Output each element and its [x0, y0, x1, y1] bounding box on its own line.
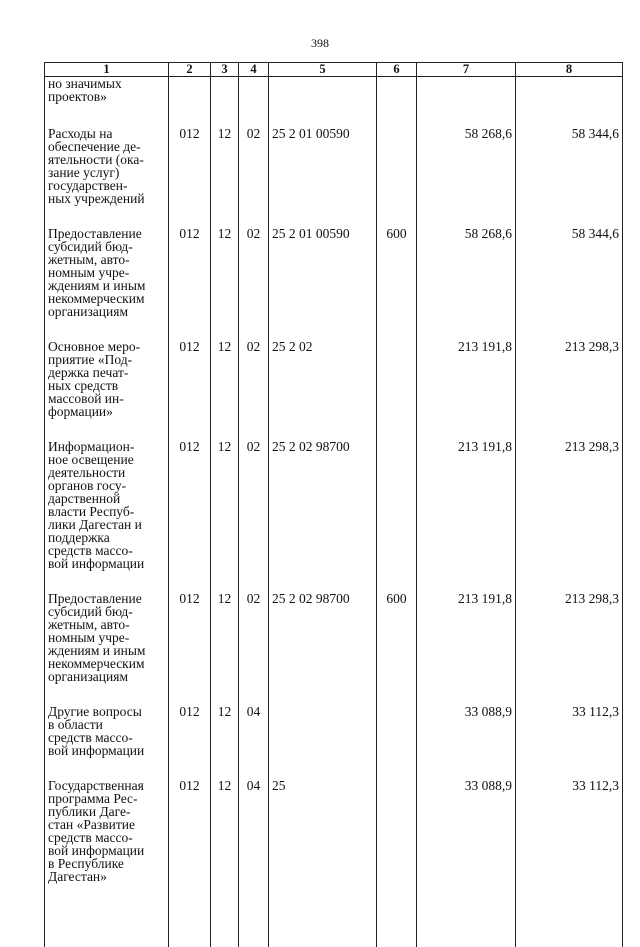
cell-amount-2 [516, 77, 623, 114]
cell-name [45, 213, 169, 326]
name-line: массовой ин- [48, 391, 124, 406]
cell-section: 12 [211, 691, 239, 765]
cell-name [45, 326, 169, 426]
cell-amount-1 [417, 77, 516, 114]
cell-name [45, 77, 169, 114]
name-line: вой информации [48, 556, 145, 571]
cell-subsection: 04 [239, 691, 269, 765]
cell-ministry: 012 [169, 691, 211, 765]
name-line: проектов» [48, 89, 107, 104]
cell-target-code: 25 2 01 00590 [269, 113, 377, 213]
cell-expense-type [377, 326, 417, 426]
cell-target-code: 25 [269, 765, 377, 947]
table-row [45, 765, 623, 947]
cell-ministry: 012 [169, 578, 211, 691]
name-line: в Республике [48, 856, 124, 871]
name-line: ятельности (ока- [48, 152, 144, 167]
name-line: номным учре- [48, 630, 130, 645]
name-line: средств массо- [48, 543, 133, 558]
name-line: держка печат- [48, 365, 129, 380]
name-line: власти Респуб- [48, 504, 135, 519]
name-line: лики Дагестан и [48, 517, 142, 532]
name-line: органов госу- [48, 478, 127, 493]
cell-target-code [269, 691, 377, 765]
cell-target-code: 25 2 01 00590 [269, 213, 377, 326]
name-line: программа Рес- [48, 791, 138, 806]
col-header-4: 4 [239, 63, 269, 77]
name-line: средств массо- [48, 830, 133, 845]
name-line: поддержка [48, 530, 110, 545]
cell-expense-type [377, 113, 417, 213]
cell-target-code [269, 77, 377, 114]
name-line: субсидий бюд- [48, 239, 133, 254]
name-line: стан «Развитие [48, 817, 135, 832]
cell-ministry [169, 77, 211, 114]
page-number: 398 [311, 36, 329, 50]
name-line: формации» [48, 404, 113, 419]
name-line: вой информации [48, 743, 145, 758]
col-header-3: 3 [211, 63, 239, 77]
name-line: но значимых [48, 76, 122, 91]
name-line: деятельности [48, 465, 126, 480]
cell-expense-type: 600 [377, 213, 417, 326]
col-header-7: 7 [417, 63, 516, 77]
cell-amount-2: 58 344,6 [516, 213, 623, 326]
name-line: приятие «Под- [48, 352, 133, 367]
name-line: организациям [48, 669, 129, 684]
name-line: средств массо- [48, 730, 133, 745]
cell-name [45, 691, 169, 765]
cell-target-code: 25 2 02 98700 [269, 426, 377, 578]
name-line: Дагестан» [48, 869, 107, 884]
cell-subsection [239, 77, 269, 114]
cell-ministry: 012 [169, 326, 211, 426]
name-line: Другие вопросы [48, 704, 142, 719]
name-line: ждениям и иным [48, 278, 146, 293]
cell-ministry: 012 [169, 765, 211, 947]
cell-section [211, 77, 239, 114]
table-row [45, 426, 623, 578]
cell-target-code: 25 2 02 [269, 326, 377, 426]
cell-section: 12 [211, 765, 239, 947]
cell-name [45, 426, 169, 578]
name-line: публики Даге- [48, 804, 131, 819]
table-row [45, 77, 623, 114]
cell-subsection: 02 [239, 113, 269, 213]
name-line: государствен- [48, 178, 128, 193]
name-line: номным учре- [48, 265, 130, 280]
name-line: организациям [48, 304, 129, 319]
cell-name [45, 578, 169, 691]
name-line: обеспечение де- [48, 139, 141, 154]
name-line: Государственная [48, 778, 144, 793]
name-line: жетным, авто- [48, 252, 130, 267]
cell-amount-2: 58 344,6 [516, 113, 623, 213]
name-line: Предоставление [48, 226, 142, 241]
budget-table [44, 62, 623, 947]
name-line: ных средств [48, 378, 119, 393]
cell-subsection: 04 [239, 765, 269, 947]
cell-name [45, 113, 169, 213]
cell-subsection: 02 [239, 578, 269, 691]
cell-amount-1: 58 268,6 [417, 113, 516, 213]
col-header-6: 6 [377, 63, 417, 77]
cell-ministry: 012 [169, 113, 211, 213]
cell-amount-1: 33 088,9 [417, 765, 516, 947]
table-row [45, 213, 623, 326]
cell-expense-type [377, 765, 417, 947]
cell-section: 12 [211, 426, 239, 578]
table-row [45, 113, 623, 213]
cell-amount-2: 33 112,3 [516, 691, 623, 765]
cell-amount-1: 213 191,8 [417, 426, 516, 578]
name-line: ных учреждений [48, 191, 145, 206]
cell-amount-2: 213 298,3 [516, 578, 623, 691]
cell-section: 12 [211, 213, 239, 326]
cell-amount-1: 58 268,6 [417, 213, 516, 326]
header-row [45, 63, 623, 77]
cell-amount-1: 213 191,8 [417, 326, 516, 426]
table-row [45, 578, 623, 691]
cell-amount-2: 213 298,3 [516, 426, 623, 578]
name-line: Расходы на [48, 126, 113, 141]
name-line: ждениям и иным [48, 643, 146, 658]
name-line: некоммерческим [48, 291, 145, 306]
cell-target-code: 25 2 02 98700 [269, 578, 377, 691]
col-header-2: 2 [169, 63, 211, 77]
cell-expense-type [377, 691, 417, 765]
cell-amount-2: 33 112,3 [516, 765, 623, 947]
cell-section: 12 [211, 326, 239, 426]
cell-subsection: 02 [239, 213, 269, 326]
cell-amount-1: 213 191,8 [417, 578, 516, 691]
cell-section: 12 [211, 113, 239, 213]
name-line: Предоставление [48, 591, 142, 606]
cell-amount-2: 213 298,3 [516, 326, 623, 426]
name-line: субсидий бюд- [48, 604, 133, 619]
name-line: зание услуг) [48, 165, 120, 180]
cell-amount-1: 33 088,9 [417, 691, 516, 765]
name-line: Основное меро- [48, 339, 141, 354]
name-line: Информацион- [48, 439, 135, 454]
col-header-1: 1 [45, 63, 169, 77]
name-line: в области [48, 717, 103, 732]
name-line: вой информации [48, 843, 145, 858]
table-row [45, 691, 623, 765]
cell-section: 12 [211, 578, 239, 691]
name-line: жетным, авто- [48, 617, 130, 632]
col-header-5: 5 [269, 63, 377, 77]
cell-expense-type: 600 [377, 578, 417, 691]
cell-subsection: 02 [239, 326, 269, 426]
table-row [45, 326, 623, 426]
name-line: дарственной [48, 491, 121, 506]
col-header-8: 8 [516, 63, 623, 77]
cell-name [45, 765, 169, 947]
cell-ministry: 012 [169, 213, 211, 326]
cell-ministry: 012 [169, 426, 211, 578]
name-line: ное освещение [48, 452, 134, 467]
cell-expense-type [377, 426, 417, 578]
name-line: некоммерческим [48, 656, 145, 671]
cell-subsection: 02 [239, 426, 269, 578]
cell-expense-type [377, 77, 417, 114]
